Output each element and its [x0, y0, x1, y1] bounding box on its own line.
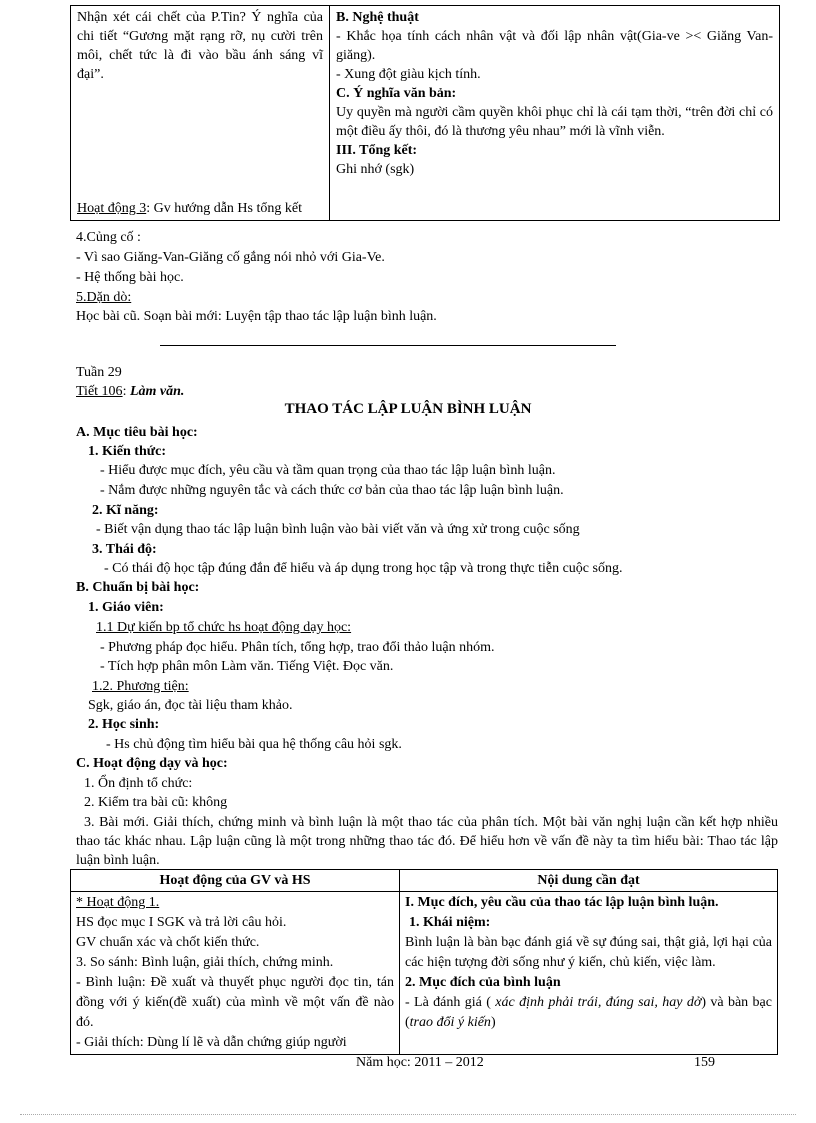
period-colon: :: [122, 384, 127, 399]
step-2: 2. Kiểm tra bài cũ: không: [84, 795, 228, 810]
page-bottom-border: [20, 1114, 796, 1115]
school-year: Năm học: 2011 – 2012: [356, 1055, 484, 1070]
section-i-heading: I. Mục đích, yêu cầu của thao tác lập luận bình luận.: [405, 895, 719, 910]
period-line: [76, 383, 184, 400]
section-c-text: Uy quyền mà người cầm quyền khôi phục chỉ là cái tạm thời, “trên đời chỉ có một điều ấy thôi, đó là thương yêu nhau” mới là vĩnh viễn.: [336, 105, 773, 139]
activity-right-cell: [400, 892, 778, 1055]
attitude-line-1: - Có thái độ học tập đúng đắn để hiểu và áp dụng trong học tập và trong thực tiễn cuộc sống.: [104, 561, 623, 576]
materials-heading: 1.2. Phương tiện:: [92, 679, 189, 694]
activity-left-line-4: - Bình luận: Đề xuất và thuyết phục người đọc tin, tán đồng với ý kiến(đề xuất) của mình về một vấn đề nào đó.: [76, 975, 394, 1030]
knowledge-line-1: - Hiểu được mục đích, yêu cầu và tầm quan trọng của thao tác lập luận bình luận.: [100, 463, 556, 478]
section-c-activities-heading: C. Hoạt động dạy và học:: [76, 756, 228, 771]
col-content-header: Nội dung cần đạt: [400, 870, 778, 892]
homework-text: Học bài cũ. Soạn bài mới: Luyện tập thao tác lập luận bình luận.: [76, 309, 437, 324]
teacher-heading: 1. Giáo viên:: [88, 600, 164, 615]
activity-left-cell: [71, 892, 400, 1055]
step-1: 1. Ổn định tổ chức:: [84, 776, 193, 791]
student-line-1: - Hs chủ động tìm hiểu bài qua hệ thống câu hỏi sgk.: [106, 737, 402, 752]
week-label: Tuần 29: [76, 365, 122, 380]
student-heading: 2. Học sinh:: [88, 717, 160, 732]
concept-heading: 1. Khái niệm:: [409, 915, 491, 930]
activity-left-line-3: 3. So sánh: Bình luận, giải thích, chứng minh.: [76, 955, 334, 970]
activity-3-label: Hoạt động 3: [77, 201, 147, 216]
top-table-right-cell: [330, 6, 780, 221]
purpose-text-end: ): [490, 1015, 496, 1030]
step-3-paragraph: 3. Bài mới. Giải thích, chứng minh và bình luận là một thao tác của phân tích. Một bài văn nghị luận cần kết hợp nhiều thao tác khác nhau. Lập luận cũng là một trong những thao tác đó. Để hiểu hơn về vấn đề này ta tìm hiểu bài: Thao tác lập luận bình luận.: [76, 815, 778, 868]
activity-3-text: : Gv hướng dẫn Hs tổng kết: [146, 201, 302, 216]
purpose-text-pre: - Là đánh giá (: [405, 995, 496, 1010]
purpose-text: [405, 993, 772, 1033]
consolidation-heading: 4.Củng cố :: [76, 230, 141, 245]
page-number: 159: [694, 1055, 715, 1070]
consolidation-line-1: - Vì sao Giăng-Van-Giăng cố gắng nói nhỏ với Gia-Ve.: [76, 250, 385, 265]
materials-line-1: Sgk, giáo án, đọc tài liệu tham khảo.: [88, 698, 293, 713]
activity-left-line-1: HS đọc mục I SGK và trả lời câu hỏi.: [76, 915, 287, 930]
activity-1-label: * Hoạt động 1.: [76, 895, 160, 910]
activity-left-line-2: GV chuẩn xác và chốt kiến thức.: [76, 935, 260, 950]
top-lesson-table: [70, 5, 780, 221]
section-c-heading: C. Ý nghĩa văn bản:: [336, 86, 457, 101]
purpose-heading: 2. Mục đích của bình luận: [405, 975, 561, 990]
purpose-text-mid: ) và bàn bạc (: [405, 995, 772, 1030]
col-teacher-student-header: Hoạt động của GV và HS: [71, 870, 400, 892]
skills-heading: 2. Kĩ năng:: [92, 503, 159, 518]
page-footer: [0, 1055, 816, 1075]
section-b-line-1: - Khắc họa tính cách nhân vật và đối lập nhân vật(Gia-ve >< Giăng Van-giăng).: [336, 29, 773, 63]
knowledge-line-2: - Nắm được những nguyên tắc và cách thức cơ bản của thao tác lập luận bình luận.: [100, 483, 564, 498]
concept-text: Bình luận là bàn bạc đánh giá về sự đúng sai, thật giả, lợi hại của các hiện tượng đời sống như ý kiến, chủ kiến, việc làm.: [405, 935, 772, 970]
section-iii-heading: III. Tổng kết:: [336, 143, 418, 158]
knowledge-heading: 1. Kiến thức:: [88, 444, 167, 459]
homework-heading: 5.Dặn dò:: [76, 290, 132, 305]
section-iii-text: Ghi nhớ (sgk): [336, 162, 415, 177]
section-b-heading: B. Nghệ thuật: [336, 10, 419, 25]
separator-line: [160, 345, 616, 346]
activity-table: [70, 869, 778, 1055]
teacher-plan-line-2: - Tích hợp phân môn Làm văn. Tiếng Việt. Đọc văn.: [100, 659, 394, 674]
teacher-plan-line-1: - Phương pháp đọc hiểu. Phân tích, tổng hợp, trao đổi thảo luận nhóm.: [100, 640, 495, 655]
section-b-line-2: - Xung đột giàu kịch tính.: [336, 67, 481, 82]
purpose-text-em: xác định phải trái, đúng sai, hay dở: [495, 995, 702, 1010]
activity-left-line-5: - Giải thích: Dùng lí lẽ và dẫn chứng giúp người: [76, 1035, 347, 1050]
teacher-plan-heading: 1.1 Dự kiến bp tổ chức hs hoạt động dạy học:: [96, 620, 352, 635]
activity-3: [77, 199, 321, 218]
period-label: Tiết 106: [76, 384, 123, 399]
lesson-title: THAO TÁC LẬP LUẬN BÌNH LUẬN: [284, 401, 532, 417]
attitude-heading: 3. Thái độ:: [92, 542, 157, 557]
question-text: Nhận xét cái chết của P.Tin? Ý nghĩa của chi tiết “Gương mặt rạng rỡ, nụ cười trên môi, chết tức là đi vào bầu ánh sáng vĩ đại”.: [77, 10, 324, 82]
skills-line-1: - Biết vận dụng thao tác lập luận bình luận vào bài viết văn và ứng xử trong cuộc sống: [96, 522, 580, 537]
subject-label: Làm văn.: [129, 384, 185, 399]
consolidation-line-2: - Hệ thống bài học.: [76, 270, 184, 285]
section-b-prep-heading: B. Chuẩn bị bài học:: [76, 580, 200, 595]
section-a-heading: A. Mục tiêu bài học:: [76, 425, 198, 440]
purpose-text-em2: trao đổi ý kiến: [409, 1015, 491, 1030]
top-table-left-cell: [71, 6, 330, 221]
